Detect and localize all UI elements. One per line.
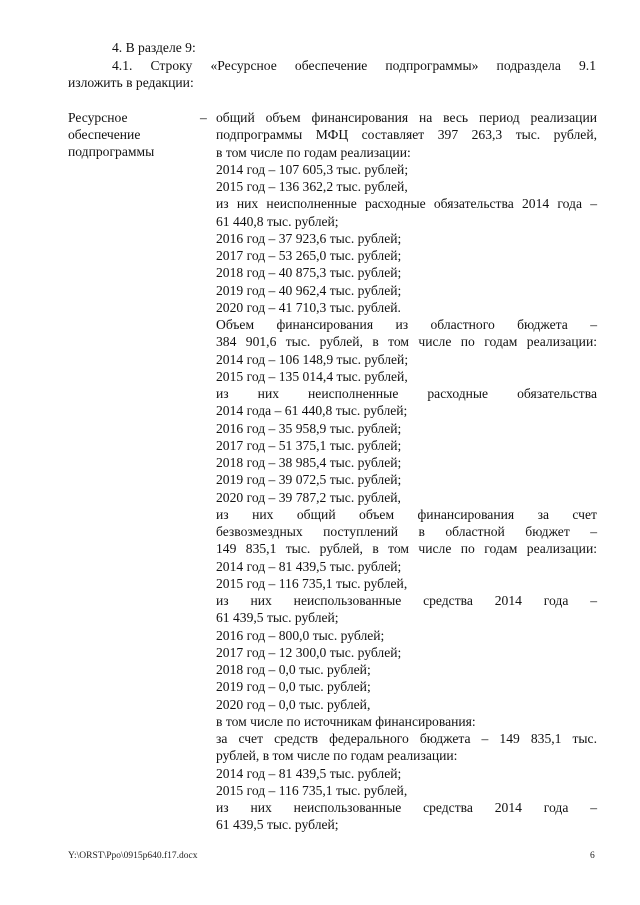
body-line: 2014 год – 81 439,5 тыс. рублей;	[216, 558, 402, 574]
body-line: 2019 год – 0,0 тыс. рублей;	[216, 679, 371, 695]
body-line: 2014 год – 81 439,5 тыс. рублей;	[216, 765, 402, 781]
body-line: в том числе по источникам финансирования:	[216, 713, 476, 729]
body-line: 2019 год – 40 962,4 тыс. рублей;	[216, 282, 402, 298]
body-line: в том числе по годам реализации:	[216, 144, 411, 160]
body-line: 2018 год – 38 985,4 тыс. рублей;	[216, 455, 402, 470]
body-line: подпрограммы МФЦ составляет 397 263,3 тыс. рублей,	[216, 127, 597, 143]
section-heading: 4. В разделе 9:	[112, 40, 196, 55]
body-line: 2020 год – 41 710,3 тыс. рублей.	[216, 299, 401, 315]
body-line: 2020 год – 39 787,2 тыс. рублей,	[216, 489, 401, 505]
body-line: за счет средств федерального бюджета – 149 835,1 тыс.	[216, 731, 597, 746]
body-line: 2016 год – 35 958,9 тыс. рублей;	[216, 420, 402, 436]
body-line: 61 439,5 тыс. рублей;	[216, 610, 339, 626]
body-line: 2016 год – 37 923,6 тыс. рублей;	[216, 230, 402, 246]
row-label-line: обеспечение	[68, 127, 141, 142]
body-line: 384 901,6 тыс. рублей, в том числе по годам реализации:	[216, 334, 597, 350]
body-line: 2014 год – 107 605,3 тыс. рублей;	[216, 161, 409, 177]
body-line: из них неиспользованные средства 2014 года –	[216, 800, 597, 815]
footer-page-number: 6	[590, 851, 595, 861]
body-line: 2015 год – 135 014,4 тыс. рублей,	[216, 368, 408, 384]
body-line: 2015 год – 116 735,1 тыс. рублей,	[216, 575, 408, 591]
body-line: 2015 год – 136 362,2 тыс. рублей,	[216, 179, 408, 194]
body-line: из них неисполненные расходные обязательства	[216, 386, 597, 401]
body-line: 2017 год – 51 375,1 тыс. рублей;	[216, 437, 402, 453]
body-line: рублей, в том числе по годам реализации:	[216, 748, 458, 764]
body-line: Объем финансирования из областного бюджета –	[216, 317, 597, 332]
row-dash: –	[200, 110, 207, 125]
body-line: общий объем финансирования на весь период реализации	[216, 110, 597, 125]
body-line: безвозмездных поступлений в областной бюджет –	[216, 524, 597, 539]
footer-file-path: Y:\ORST\Ppo\0915p640.f17.docx	[68, 851, 198, 861]
intro-line: изложить в редакции:	[68, 75, 194, 90]
body-line: из них общий объем финансирования за счет	[216, 506, 597, 522]
row-label-line: подпрограммы	[68, 144, 155, 159]
intro-line: 4.1. Строку «Ресурсное обеспечение подпрограммы» подраздела 9.1	[112, 58, 596, 73]
body-line: 2018 год – 40 875,3 тыс. рублей;	[216, 265, 402, 281]
body-line: 2014 года – 61 440,8 тыс. рублей;	[216, 403, 408, 419]
body-line: 61 440,8 тыс. рублей;	[216, 213, 339, 229]
body-line: 2015 год – 116 735,1 тыс. рублей,	[216, 782, 408, 798]
row-label-line: Ресурсное	[68, 110, 128, 125]
body-line: 2014 год – 106 148,9 тыс. рублей;	[216, 351, 409, 367]
body-line: 149 835,1 тыс. рублей, в том числе по годам реализации:	[216, 541, 597, 557]
body-line: из них неисполненные расходные обязательства 2014 года –	[216, 196, 597, 212]
body-line: 2017 год – 12 300,0 тыс. рублей;	[216, 644, 402, 660]
body-line: 61 439,5 тыс. рублей;	[216, 817, 339, 833]
body-line: 2017 год – 53 265,0 тыс. рублей;	[216, 248, 402, 263]
body-line: 2020 год – 0,0 тыс. рублей,	[216, 696, 371, 712]
body-line: из них неиспользованные средства 2014 года –	[216, 593, 597, 608]
body-line: 2016 год – 800,0 тыс. рублей;	[216, 627, 385, 643]
body-line: 2019 год – 39 072,5 тыс. рублей;	[216, 472, 402, 488]
body-line: 2018 год – 0,0 тыс. рублей;	[216, 662, 371, 677]
